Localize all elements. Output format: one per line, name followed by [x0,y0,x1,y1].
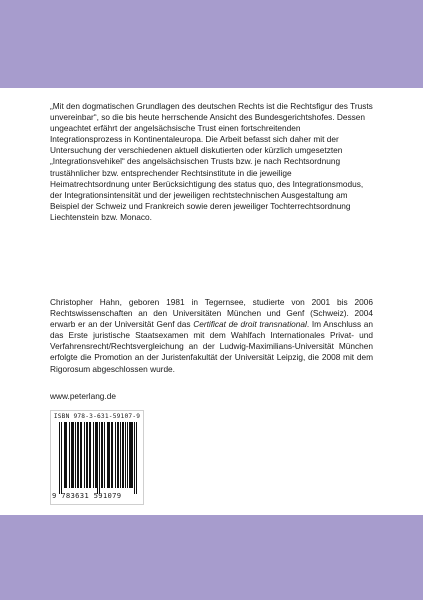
barcode-bar [136,422,137,494]
isbn-label: ISBN 978-3-631-59107-9 [53,413,141,420]
barcode-digits: 9 783631 591079 [52,491,122,500]
barcode-bar [120,422,121,488]
barcode-bar [104,422,105,488]
barcode-bar [112,422,113,488]
bottom-color-band [0,515,423,600]
barcode-bar [75,422,76,488]
publisher-website: www.peterlang.de [50,391,116,401]
barcode-bar [66,422,67,488]
barcode-bars [59,422,137,492]
book-blurb: „Mit den dogmatischen Grundlagen des deutschen Rechts ist die Rechtsfigur des Trusts unvereinbar“, so die bis heute herrschende Ansicht des Bundesgerichtshofes. Dessen ungeachtet erfährt der angelsächsische Trust einen fortschreitenden Integrationsprozess in Kontinentaleuropa. Die Arbeit befasst sich daher mit der Untersuchung der verschiedenen aktuell diskutierten oder kürzlich umgesetzten „Integrationsvehikel“ des angelsächsischen Trusts bzw. je nach Rechtsordnung trustähnlicher bzw. entsprechender Rechtsinstitute in die jeweilige Heimatrechtsordnung unter Berücksichtigung des status quo, des Integrationsmodus, der Integrationsintensität und der jeweiligen rechtstechnischen Ausgestaltung am Beispiel der Schweiz und Frankreich sowie deren jeweiliger Tochterrechtsordnung Liechtenstein bzw. Monaco. [50,101,373,222]
author-bio-text-continued: . Im Anschluss an das Erste juristische Staatsexamen mit dem Wahlfach Internationales Privat- und Verfahrensrecht/Rechtsvergleichung an der Ludwig-Maximilians-Universität München erfolgte die Promotion an der Juristenfakultät der Universität Leipzig, die 2008 mit dem Rigorosum abgeschlossen wurde. [50,319,374,374]
author-bio [50,297,373,375]
barcode-bar [90,422,91,488]
barcode-bar [131,422,132,488]
author-bio-text: Christopher Hahn, geboren 1981 in Tegernsee, studierte von 2001 bis 2006 Rechtswissenschaften an den Universitäten München und Genf (Schweiz). 2004 erwarb er an der Universität Genf das [50,297,373,330]
barcode-bar [97,422,98,494]
certificate-title: Certificat de droit transnational [193,319,307,330]
top-color-band [0,0,423,88]
isbn-barcode [50,410,144,505]
barcode-bar [81,422,82,488]
barcode-bar [61,422,62,494]
